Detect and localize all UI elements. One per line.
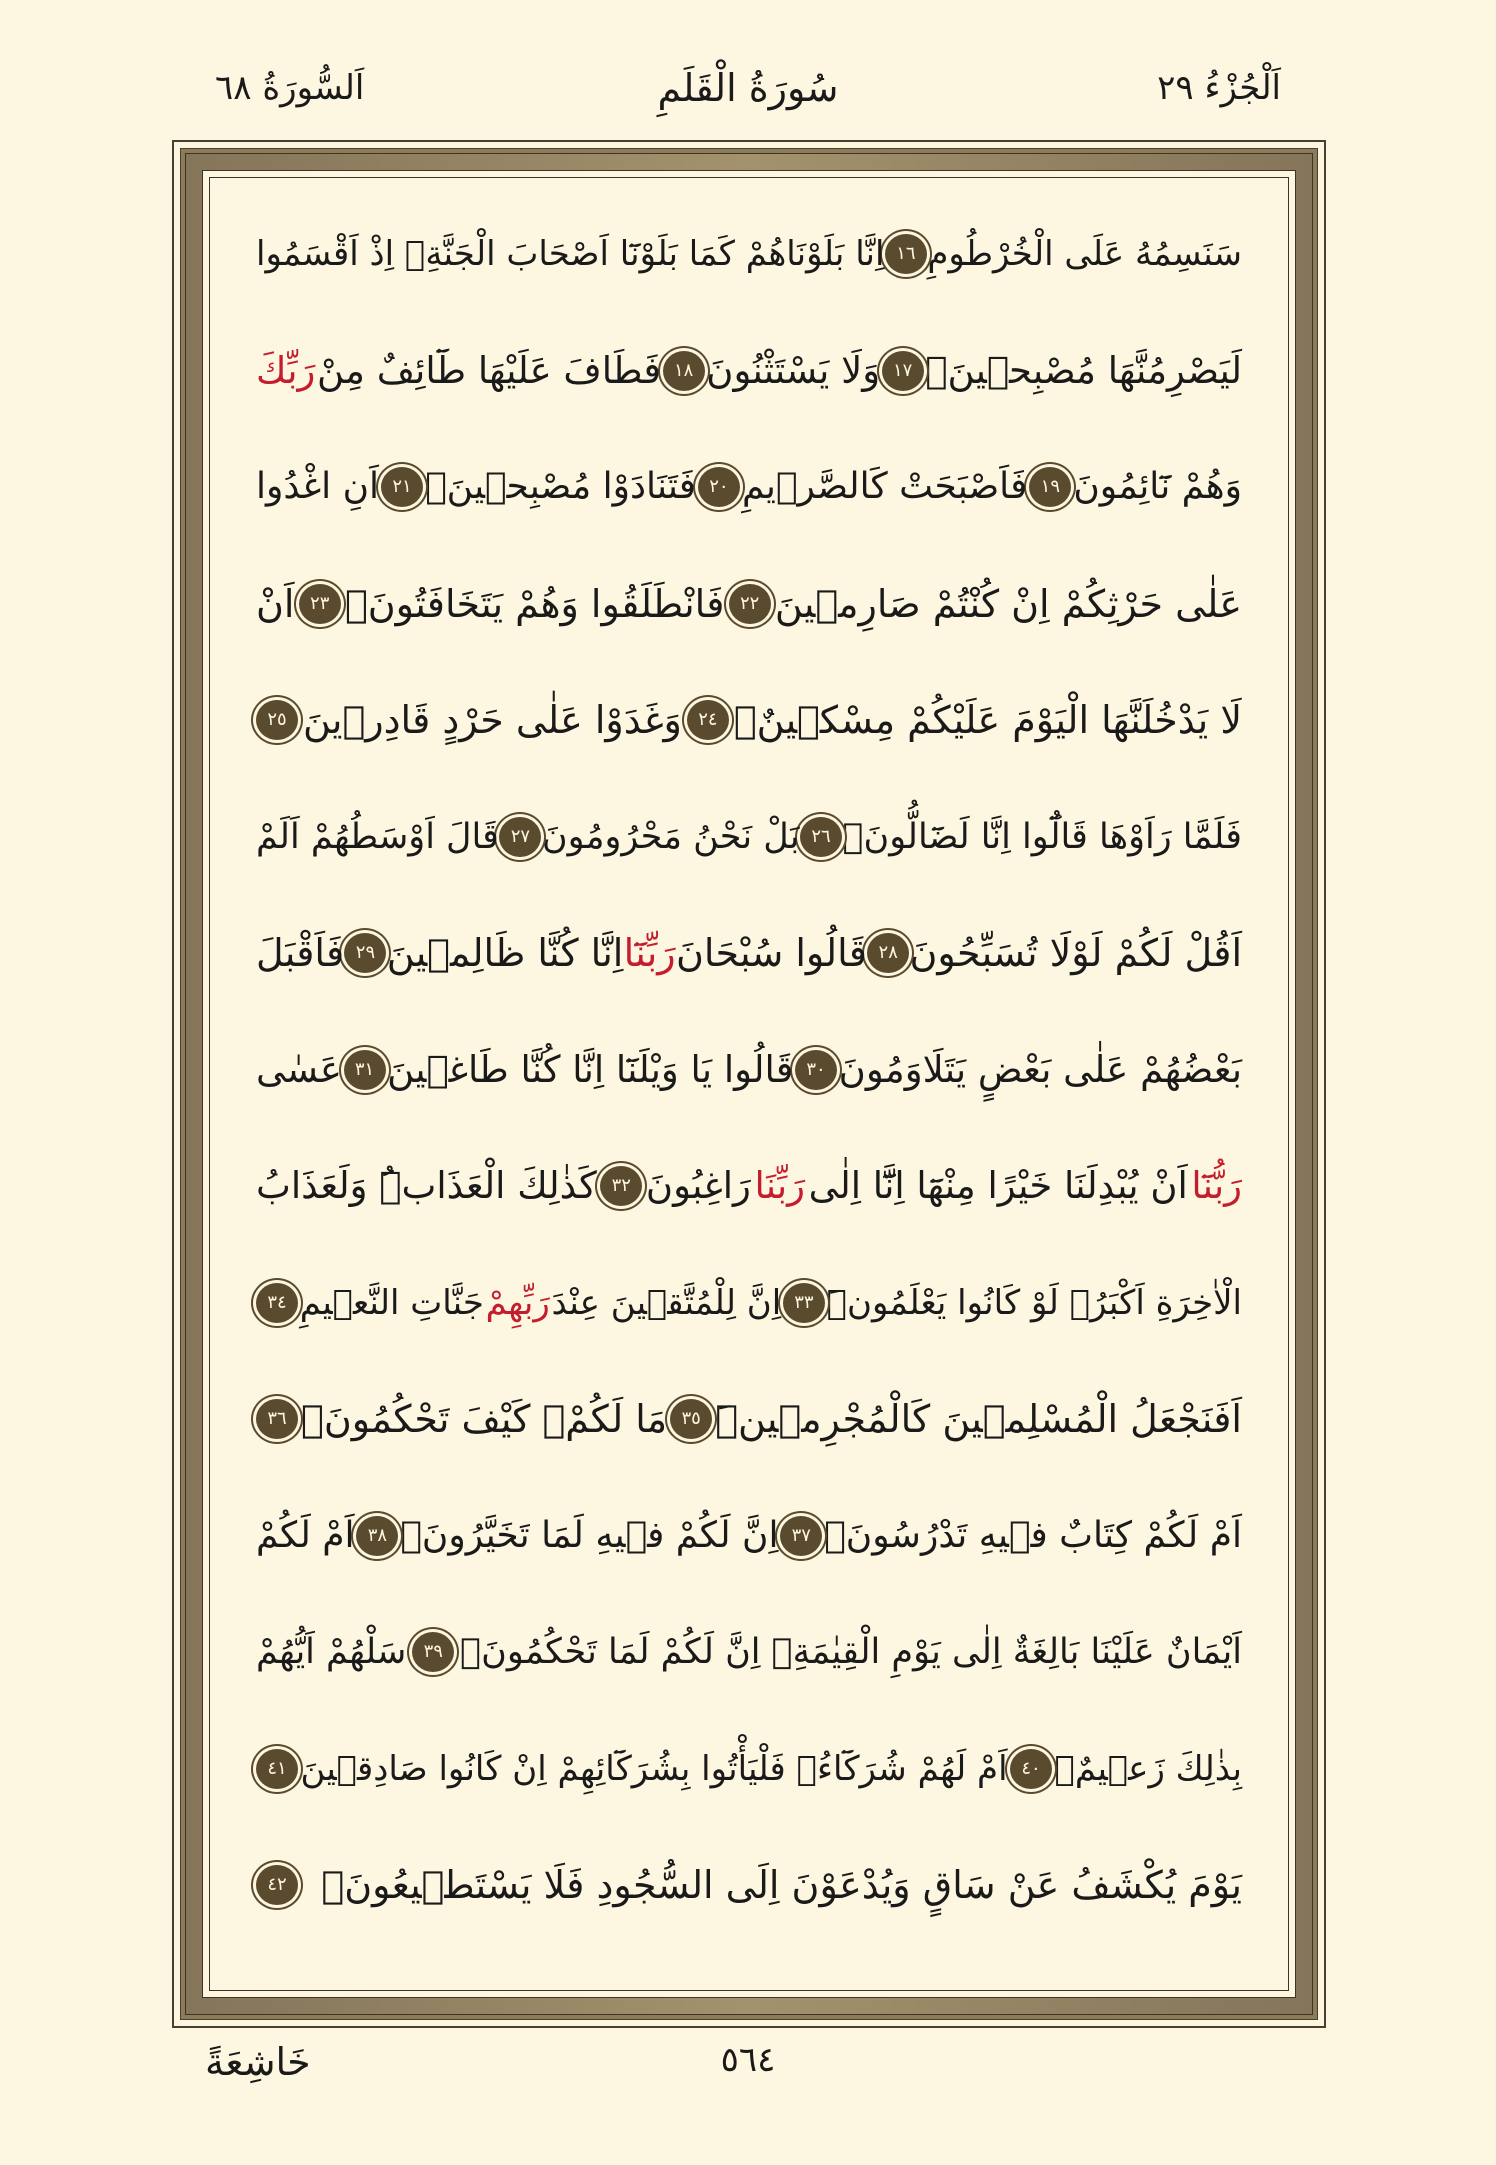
divine-name-highlight: رَبِّنَا xyxy=(754,1164,806,1207)
ayah-number-marker: ٢٧ xyxy=(499,817,541,857)
ayah-number-marker: ١٩ xyxy=(1029,467,1071,507)
text-line xyxy=(256,319,1242,423)
verse-text: رَاغِبُونَ xyxy=(645,1164,751,1207)
catchword: خَاشِعَةً xyxy=(205,2040,311,2084)
ayah-number-marker: ٣٧ xyxy=(780,1516,822,1556)
ayah-number-marker: ٢٨ xyxy=(867,933,909,973)
verse-text: قَالَ اَوْسَطُهُمْ اَلَمْ xyxy=(256,816,499,857)
frame-decorative-band xyxy=(185,153,1313,2015)
verse-text: وَغَدَوْا عَلٰى حَرْدٍ قَادِر۪ينَ xyxy=(302,698,682,742)
ayah-number-marker: ٢٤ xyxy=(687,700,729,740)
verse-text: اَمْ لَكُمْ xyxy=(256,1514,355,1556)
verse-text: مَا لَكُمْ۠ كَيْفَ تَحْكُمُونَۚ xyxy=(301,1397,668,1441)
ayah-number-marker: ٣٠ xyxy=(795,1050,837,1090)
text-line xyxy=(256,901,1242,1005)
page-header xyxy=(0,0,1496,150)
verse-text: عَلٰى حَرْثِكُمْ اِنْ كُنْتُمْ صَارِم۪ينَ xyxy=(774,581,1242,626)
text-line xyxy=(256,552,1242,656)
ayah-number-marker: ٤٠ xyxy=(1010,1749,1052,1789)
ayah-number-marker: ٣٤ xyxy=(256,1283,298,1323)
juz-label: اَلْجُزْءُ ٢٩ xyxy=(1157,68,1281,108)
page-number: ٥٦٤ xyxy=(720,2040,776,2080)
text-line xyxy=(256,1600,1242,1704)
ayah-number-marker: ١٧ xyxy=(882,351,924,391)
verse-text: اِنَّا بَلَوْنَاهُمْ كَمَا بَلَوْنَٓا اَصْحَابَ الْجَنَّةِۚ اِذْ اَقْسَمُوا xyxy=(256,234,885,274)
verse-text: لَا يَدْخُلَنَّهَا الْيَوْمَ عَلَيْكُمْ مِسْك۪ينٌۙ xyxy=(733,698,1242,742)
verse-text: اِنَّا كُنَّا ظَالِم۪ينَ xyxy=(386,931,624,975)
ayah-number-marker: ٣٥ xyxy=(670,1399,712,1439)
verse-text: وَهُمْ نَٓائِمُونَ xyxy=(1073,466,1242,507)
ayah-number-marker: ٣٣ xyxy=(783,1283,825,1323)
ayah-number-marker: ١٦ xyxy=(885,234,927,274)
page-frame xyxy=(172,140,1326,2028)
verse-text: اَفَنَجْعَلُ الْمُسْلِم۪ينَ كَالْمُجْرِم۪ينَۜ xyxy=(715,1397,1242,1441)
text-line xyxy=(256,1018,1242,1122)
verse-text: فَلَمَّا رَاَوْهَا قَالُٓوا اِنَّا لَضَٓالُّونَۙ xyxy=(842,816,1242,857)
verse-text: يَوْمَ يُكْشَفُ عَنْ سَاقٍ وَيُدْعَوْنَ اِلَى السُّجُودِ فَلَا يَسْتَط۪يعُونَۙ xyxy=(321,1863,1242,1907)
text-line xyxy=(256,785,1242,889)
verse-text: فَتَنَادَوْا مُصْبِح۪ينَۙ xyxy=(425,466,696,507)
ayah-number-marker: ٢٩ xyxy=(344,933,386,973)
text-line xyxy=(256,435,1242,539)
text-line xyxy=(256,1833,1242,1937)
ayah-number-marker: ١٨ xyxy=(663,351,705,391)
verse-text: اَقُلْ لَكُمْ لَوْلَا تُسَبِّحُونَ xyxy=(909,931,1242,975)
text-line xyxy=(256,668,1242,772)
surah-title: سُورَةُ الْقَلَمِ xyxy=(657,66,839,110)
verse-text: فَاَصْبَحَتْ كَالصَّر۪يمِ xyxy=(741,466,1028,507)
text-line xyxy=(256,1134,1242,1238)
verse-text: عَسٰى xyxy=(256,1047,342,1091)
verse-text: فَاَقْبَلَ xyxy=(256,931,345,975)
text-line xyxy=(256,1251,1242,1355)
verse-text: قَالُوا يَا وَيْلَنَٓا اِنَّا كُنَّا طَاغ۪ينَ xyxy=(387,1047,794,1091)
verse-text: اَنِ اغْدُوا xyxy=(256,466,380,507)
frame-text-panel xyxy=(209,177,1289,1991)
ayah-number-marker: ٣٢ xyxy=(600,1166,642,1206)
divine-name-highlight: رَبِّنَٓا xyxy=(623,931,676,975)
ayah-number-marker: ٢٦ xyxy=(800,817,842,857)
verse-text: سَلْهُمْ اَيُّهُمْ xyxy=(256,1632,407,1672)
text-line xyxy=(256,1367,1242,1471)
frame-outer-border xyxy=(180,148,1318,2020)
ayah-number-marker: ٤٢ xyxy=(256,1865,298,1905)
verse-text: الْاٰخِرَةِ اَكْبَرُۢ لَوْ كَانُوا يَعْلَمُونَۜ xyxy=(826,1282,1242,1323)
divine-name-highlight: رَبُّنَٓا xyxy=(1191,1164,1242,1207)
ayah-number-marker: ٣٩ xyxy=(412,1632,454,1672)
text-line xyxy=(256,202,1242,306)
text-line xyxy=(256,1717,1242,1821)
verse-text: كَذٰلِكَ الْعَذَابُۜ وَلَعَذَابُ xyxy=(256,1164,597,1207)
ayah-number-marker: ٢٣ xyxy=(299,584,341,624)
ayah-number-marker: ٢١ xyxy=(381,467,423,507)
text-line xyxy=(256,1484,1242,1588)
verse-text: سَنَسِمُهُ عَلَى الْخُرْطُومِ xyxy=(927,234,1242,274)
verse-text: اَمْ لَكُمْ كِتَابٌ ف۪يهِ تَدْرُسُونَۙ xyxy=(824,1514,1242,1556)
ayah-number-marker: ٤١ xyxy=(256,1749,298,1789)
verse-text: بِذٰلِكَ زَع۪يمٌۚ xyxy=(1054,1748,1242,1789)
verse-text: بَلْ نَحْنُ مَحْرُومُونَ xyxy=(541,816,800,857)
verse-text: اَنْ xyxy=(256,581,295,626)
ayah-number-marker: ٢٠ xyxy=(698,467,740,507)
verse-text: فَانْطَلَقُوا وَهُمْ يَتَخَافَتُونَۙ xyxy=(344,581,725,626)
divine-name-highlight: رَبِّكَ xyxy=(256,348,316,392)
verse-text: لَيَصْرِمُنَّهَا مُصْبِح۪ينَۙ xyxy=(925,348,1242,392)
ayah-number-marker: ٢٥ xyxy=(256,700,298,740)
verse-text: اَمْ لَهُمْ شُرَكَٓاءُۚ فَلْيَأْتُوا بِشُرَكَٓائِهِمْ اِنْ كَانُوا صَادِق۪ينَ xyxy=(300,1748,1008,1789)
surah-number-label: اَلسُّورَةُ ٦٨ xyxy=(215,68,365,108)
divine-name-highlight: رَبِّهِمْ xyxy=(485,1282,550,1323)
verse-text: اَيْمَانٌ عَلَيْنَا بَالِغَةٌ اِلٰى يَوْمِ الْقِيٰمَةِۙ اِنَّ لَكُمْ لَمَا تَحْكُمُونَۚ xyxy=(460,1632,1242,1672)
ayah-number-marker: ٣٦ xyxy=(256,1399,298,1439)
quran-text-block xyxy=(256,202,1242,1966)
ayah-number-marker: ٢٢ xyxy=(729,584,771,624)
verse-text: اَنْ يُبْدِلَنَا خَيْرًا مِنْهَٓا اِنَّٓا اِلٰى xyxy=(808,1164,1188,1207)
ayah-number-marker: ٣١ xyxy=(344,1050,386,1090)
verse-text: وَلَا يَسْتَثْنُونَ xyxy=(706,348,881,392)
ayah-number-marker: ٣٨ xyxy=(356,1516,398,1556)
verse-text: فَطَافَ عَلَيْهَا طَٓائِفٌ مِنْ xyxy=(317,348,662,392)
verse-text: اِنَّ لَكُمْ ف۪يهِ لَمَا تَخَيَّرُونَۚ xyxy=(400,1514,779,1556)
verse-text: قَالُوا سُبْحَانَ xyxy=(675,931,867,975)
verse-text: اِنَّ لِلْمُتَّق۪ينَ عِنْدَ xyxy=(551,1282,782,1323)
verse-text: بَعْضُهُمْ عَلٰى بَعْضٍ يَتَلَاوَمُونَ xyxy=(838,1047,1242,1091)
verse-text: جَنَّاتِ النَّع۪يمِ xyxy=(299,1282,484,1323)
frame-inner-border xyxy=(202,170,1296,1998)
